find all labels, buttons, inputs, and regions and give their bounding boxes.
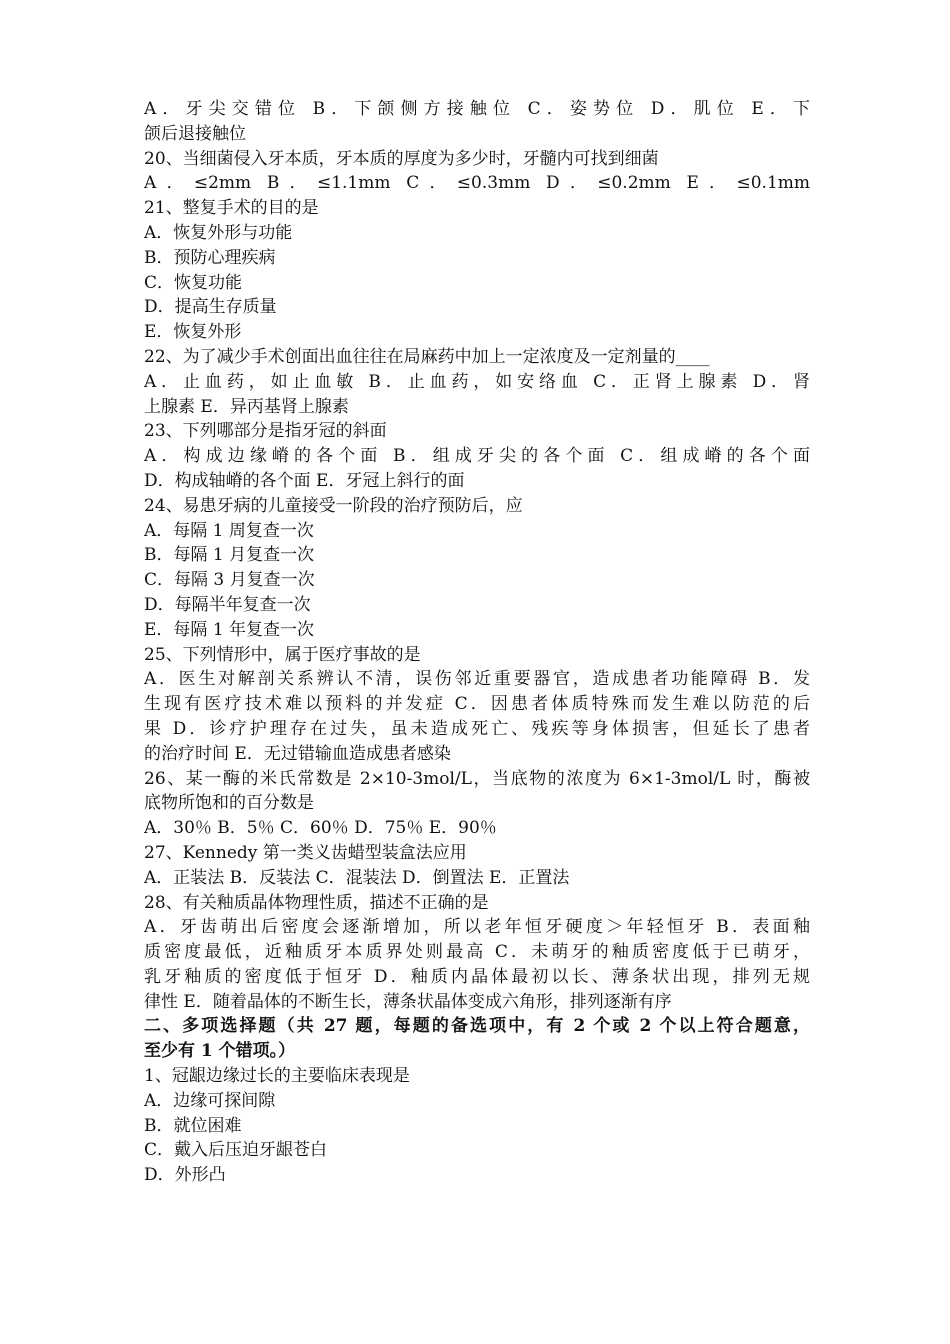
option-line: C．每隔 3 月复查一次: [144, 570, 315, 591]
text-line: 上腺素 E．异丙基肾上腺素: [144, 396, 349, 417]
text-line: D．构成轴嵴的各个面 E．牙冠上斜行的面: [144, 470, 465, 491]
option-line: A．边缘可探间隙: [144, 1090, 276, 1111]
text-line: 果 D．诊疗护理存在过失，虽未造成死亡、残疾等身体损害，但延长了患者: [144, 718, 810, 739]
text-line: A．≤2mm B．≤1.1mm C．≤0.3mm D．≤0.2mm E．≤0.1mm: [144, 173, 810, 194]
option-line: D．每隔半年复查一次: [144, 594, 311, 615]
option-line: C．戴入后压迫牙龈苍白: [144, 1140, 328, 1161]
question-23: 23、下列哪部分是指牙冠的斜面: [144, 421, 387, 442]
option-line: B．预防心理疾病: [144, 247, 276, 268]
text-line: 乳牙釉质的密度低于恒牙 D．釉质内晶体最初以长、薄条状出现，排列无规: [144, 966, 810, 987]
question-1: 1、冠龈边缘过长的主要临床表现是: [144, 1066, 410, 1087]
question-20: 20、当细菌侵入牙本质，牙本质的厚度为多少时，牙髓内可找到细菌: [144, 148, 659, 169]
text-line: A．构成边缘嵴的各个面 B．组成牙尖的各个面 C．组成嵴的各个面: [144, 446, 810, 467]
option-line: B．每隔 1 月复查一次: [144, 545, 315, 566]
question-24: 24、易患牙病的儿童接受一阶段的治疗预防后，应: [144, 495, 523, 516]
section-heading: 至少有 1 个错项。）: [144, 1041, 296, 1062]
option-line: E．每隔 1 年复查一次: [144, 619, 315, 640]
options-26: A．30％ B．5％ C．60％ D．75％ E．90％: [144, 818, 497, 839]
text-line: 生现有医疗技术难以预料的并发症 C．因患者体质特殊而发生难以防范的后: [144, 694, 810, 715]
option-line: C．恢复功能: [144, 272, 243, 293]
text-line: A．牙尖交错位 B．下颌侧方接触位 C．姿势位 D．肌位 E．下: [144, 99, 810, 119]
question-27: 27、Kennedy 第一类义齿蜡型装盒法应用: [144, 842, 467, 863]
text-line: 质密度最低，近釉质牙本质界处则最高 C．未萌牙的釉质密度低于已萌牙，: [144, 942, 810, 963]
option-line: A．恢复外形与功能: [144, 222, 293, 243]
option-line: A．正装法 B．反装法 C．混装法 D．倒置法 E．正置法: [144, 867, 570, 888]
option-line: A．每隔 1 周复查一次: [144, 520, 314, 541]
text-line: 律性 E．随着晶体的不断生长，薄条状晶体变成六角形，排列逐渐有序: [144, 991, 672, 1012]
question-28: 28、有关釉质晶体物理性质，描述不正确的是: [144, 892, 489, 913]
text-line: A．止血药，如止血敏 B．止血药，如安络血 C．正肾上腺素 D．肾: [144, 371, 810, 392]
question-22: 22、为了减少手术创面出血往往在局麻药中加上一定浓度及一定剂量的____: [144, 346, 710, 367]
text-line: A．牙齿萌出后密度会逐渐增加，所以老年恒牙硬度＞年轻恒牙 B．表面釉: [144, 917, 810, 938]
option-line: E．恢复外形: [144, 322, 242, 343]
question-25: 25、下列情形中，属于医疗事故的是: [144, 644, 421, 665]
option-line: D．外形凸: [144, 1165, 226, 1186]
text-line: 的治疗时间 E．无过错输血造成患者感染: [144, 743, 451, 764]
question-21: 21、整复手术的目的是: [144, 198, 319, 219]
question-26: 26、某一酶的米氏常数是 2×10-3mol/L，当底物的浓度为 6×1-3mol/L 时，酶被: [144, 768, 810, 789]
option-line: D．提高生存质量: [144, 297, 277, 318]
option-line: [144, 816, 810, 841]
text-line: A．医生对解剖关系辨认不清，误伤邻近重要器官，造成患者功能障碍 B．发: [144, 669, 810, 690]
text-line: 颌后退接触位: [144, 123, 246, 144]
section-heading: 二、多项选择题（共 27 题，每题的备选项中，有 2 个或 2 个以上符合题意，: [144, 1016, 810, 1037]
text-line: 底物所饱和的百分数是: [144, 793, 314, 814]
option-line: B．就位困难: [144, 1115, 242, 1136]
document-page: [144, 97, 810, 1188]
